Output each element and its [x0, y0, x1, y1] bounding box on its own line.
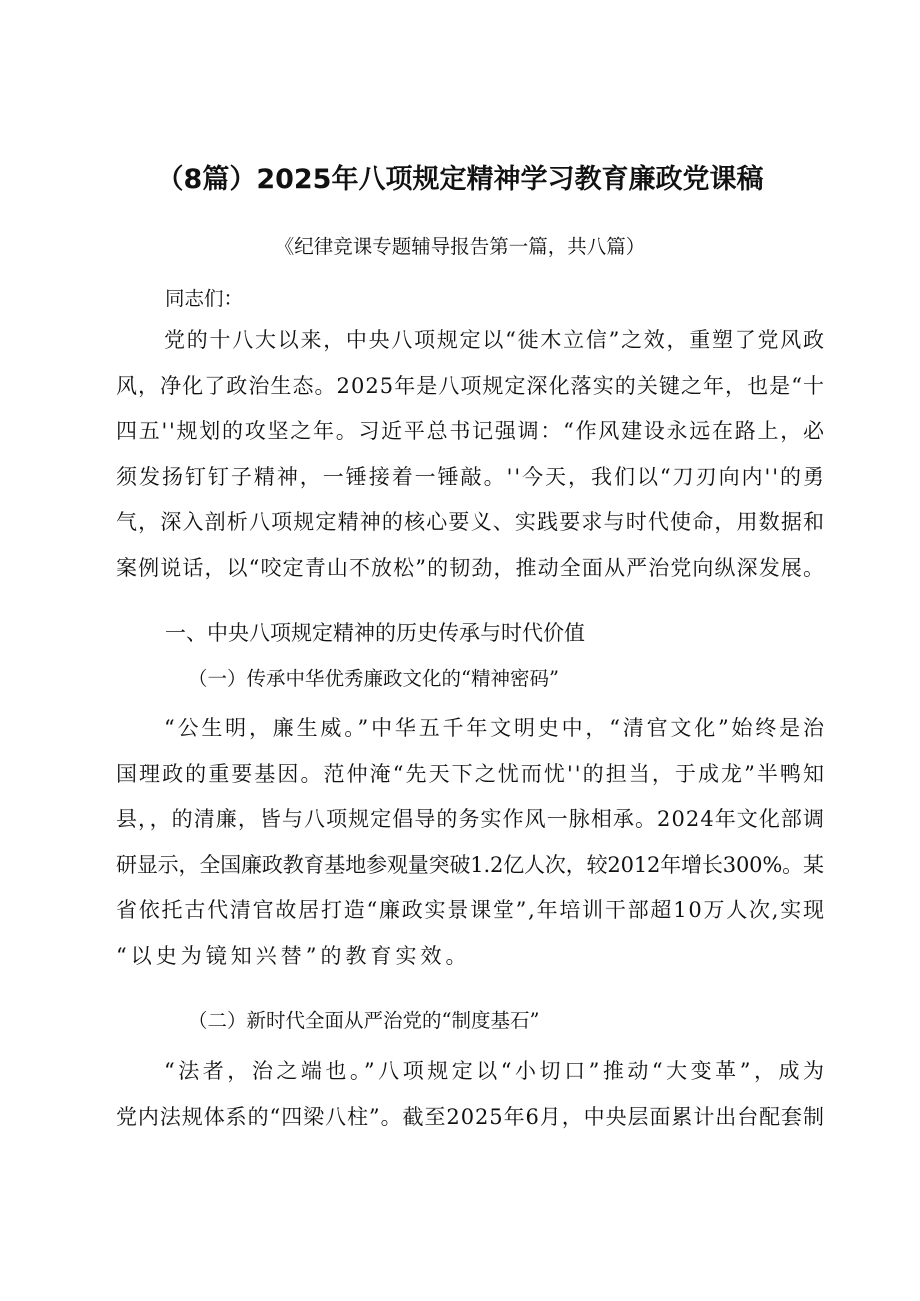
paragraph-line: 研显示，全国廉政教育基地参观量突破1.2亿人次，较2012年增长300%。某 [116, 852, 824, 877]
paragraph-line: 省依托古代清官故居打造“廉政实景课堂”,年培训干部超10万人次,实现 [116, 898, 826, 922]
document-subtitle: 《纪律竞课专题辅导报告第一篇，共八篇） [274, 235, 646, 258]
subsection-heading-1: （一）传承中华优秀廉政文化的“精神密码” [188, 667, 559, 690]
greeting: 同志们： [165, 287, 244, 310]
paragraph-line: 气，深入剖析八项规定精神的核心要义、实践要求与时代使命，用数据和 [116, 510, 826, 534]
subsection-2-paragraph [116, 1049, 828, 1140]
paragraph-line: 四五''规划的攻坚之年。习近平总书记强调：“作风建设永远在路上，必 [116, 419, 826, 443]
subsection-1-paragraph [116, 706, 827, 979]
section-heading-1: 一、中央八项规定精神的历史传承与时代价值 [165, 621, 585, 645]
paragraph-line: 党内法规体系的“四梁八柱”。截至2025年6月，中央层面累计出台配套制 [116, 1104, 825, 1129]
paragraph-line: 国理政的重要基因。范仲淹“先天下之忧而忧''的担当，于成龙”半鸭知 [116, 761, 827, 786]
paragraph-line: “以史为镜知兴替”的教育实效。 [116, 943, 471, 968]
paragraph-line: 县，，的清廉，皆与八项规定倡导的务实作风一脉相承。2024年文化部调 [116, 807, 826, 831]
paragraph-line: 风，净化了政治生态。2025年是八项规定深化落实的关键之年，也是“十 [116, 373, 826, 398]
paragraph-line: 案例说话，以“咬定青山不放松”的韧劲，推动全面从严治党向纵深发展。 [116, 555, 826, 580]
paragraph-line: “法者，治之端也。”八项规定以“小切口”推动“大变革”，成为 [164, 1059, 828, 1083]
intro-paragraph [116, 318, 824, 591]
paragraph-line: 须发扬钉钉子精神，一锤接着一锤敲。''今天，我们以“刀刃向内''的勇 [116, 464, 826, 489]
paragraph-line: 党的十八大以来，中央八项规定以“徙木立信”之效，重塑了党风政 [164, 328, 826, 352]
paragraph-line: “公生明，廉生威。”中华五千年文明史中，“清官文化”始终是治 [164, 716, 827, 740]
subsection-heading-2: （二）新时代全面从严治党的“制度基石” [188, 1009, 540, 1032]
document-title: （8篇）2025年八项规定精神学习教育廉政党课稿 [156, 164, 764, 195]
